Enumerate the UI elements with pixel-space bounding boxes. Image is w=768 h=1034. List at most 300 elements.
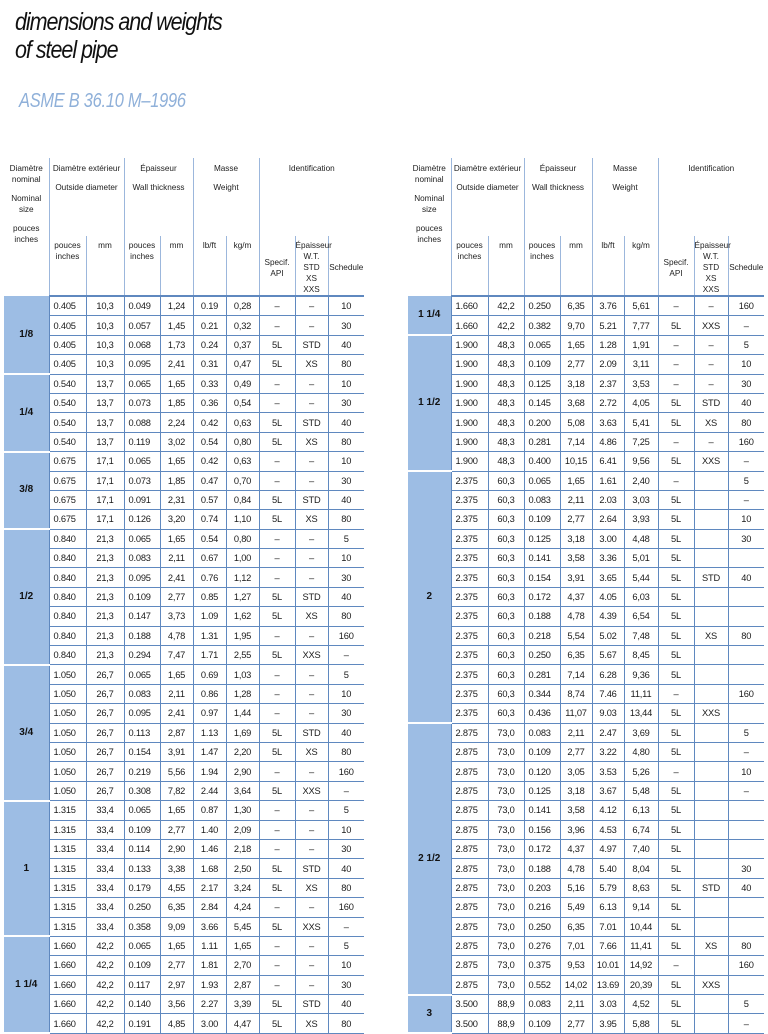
weight-kgm-cell: 3,69: [624, 723, 658, 742]
schedule-cell: 10: [728, 510, 764, 529]
weight-kgm-cell: 9,56: [624, 452, 658, 471]
weight-kgm-cell: 4,48: [624, 529, 658, 548]
weight-lbft-cell: 1.93: [193, 975, 226, 994]
wall-thickness-header: [524, 158, 592, 236]
header-text: Nominal: [414, 194, 445, 203]
weight-lbft-cell: 0.21: [193, 316, 226, 335]
table-row: [4, 820, 364, 839]
weight-kgm-cell: 8,04: [624, 859, 658, 878]
weight-lbft-cell: 1.46: [193, 839, 226, 858]
spec-api-cell: –: [658, 355, 694, 374]
od-inches-cell: 2.875: [451, 781, 488, 800]
weight-lbft-cell: 4.05: [592, 587, 624, 606]
table-row: [4, 975, 364, 994]
od-inches-cell: 2.375: [451, 607, 488, 626]
schedule-cell: 40: [728, 393, 764, 412]
schedule-cell: 80: [328, 742, 364, 761]
od-inches-cell: 1.315: [49, 898, 86, 917]
wall-mm-cell: 9,53: [560, 956, 592, 975]
nominal-size-cell: 2 1/2: [408, 723, 451, 994]
wall-inches-cell: 0.250: [524, 296, 560, 316]
weight-kgm-cell: 7,77: [624, 316, 658, 335]
weight-lbft-cell: 3.65: [592, 568, 624, 587]
od-mm-cell: 13,7: [86, 432, 124, 451]
table-row: [408, 452, 764, 471]
od-inches-cell: 1.900: [451, 335, 488, 354]
weight-kgm-cell: 0,54: [226, 393, 259, 412]
schedule-cell: –: [728, 452, 764, 471]
od-mm-cell: 60,3: [488, 490, 524, 509]
weight-kgm-cell: 2,09: [226, 820, 259, 839]
wall-thickness-header: [124, 158, 193, 236]
od-mm-cell: 33,4: [86, 898, 124, 917]
wall-inches-cell: 0.281: [524, 665, 560, 684]
od-mm-cell: 48,3: [488, 374, 524, 393]
wall-class-cell: STD: [295, 587, 328, 606]
table-row: [4, 355, 364, 374]
od-inches-cell: 1.050: [49, 684, 86, 703]
wall-class-cell: [694, 820, 728, 839]
od-mm-cell: 42,2: [86, 956, 124, 975]
wall-inches-cell: 0.188: [524, 607, 560, 626]
table-row: [408, 781, 764, 800]
nominal-size-cell: 3/4: [4, 665, 49, 801]
weight-kgm-cell: 1,91: [624, 335, 658, 354]
schedule-cell: 5: [328, 936, 364, 955]
weight-kgm-cell: 11,11: [624, 684, 658, 703]
od-inches-cell: 2.875: [451, 723, 488, 742]
wall-class-cell: –: [694, 374, 728, 393]
wall-class-cell: –: [295, 684, 328, 703]
wall-inches-cell: 0.065: [524, 335, 560, 354]
wall-inches-cell: 0.382: [524, 316, 560, 335]
spec-api-cell: 5L: [658, 490, 694, 509]
table-row: [408, 510, 764, 529]
wall-class-cell: STD: [295, 995, 328, 1014]
wall-class-cell: XS: [295, 510, 328, 529]
schedule-cell: [728, 704, 764, 723]
header-text: Épaisseur: [694, 241, 731, 250]
schedule-cell: 40: [328, 859, 364, 878]
table-row: [408, 762, 764, 781]
wall-class-cell: –: [295, 316, 328, 335]
weight-lbft-cell: 2.27: [193, 995, 226, 1014]
wall-class-cell: [694, 529, 728, 548]
od-mm-cell: 48,3: [488, 355, 524, 374]
od-inches-cell: 1.660: [49, 995, 86, 1014]
table-row: [408, 646, 764, 665]
wall-inches-cell: 0.141: [524, 549, 560, 568]
wall-inches-cell: 0.117: [124, 975, 160, 994]
od-mm-cell: 26,7: [86, 704, 124, 723]
wall-inches-cell: 0.073: [124, 471, 160, 490]
spec-api-cell: 5L: [658, 665, 694, 684]
weight-lbft-cell: 3.67: [592, 781, 624, 800]
header-text: XS: [306, 274, 317, 283]
weight-lbft-cell: 7.01: [592, 917, 624, 936]
schedule-cell: 80: [728, 413, 764, 432]
wall-inches-cell: 0.294: [124, 646, 160, 665]
wall-inches-cell: 0.065: [124, 801, 160, 820]
od-mm-cell: 73,0: [488, 878, 524, 897]
wall-class-cell: XXS: [295, 646, 328, 665]
weight-kgm-cell: 3,03: [624, 490, 658, 509]
od-inches-cell: 2.375: [451, 665, 488, 684]
header-text: Masse: [612, 164, 638, 173]
table-row: [4, 917, 364, 936]
table-row: [408, 917, 764, 936]
od-inches-cell: 2.875: [451, 839, 488, 858]
wall-class-cell: XS: [295, 742, 328, 761]
wall-inches-cell: 0.358: [124, 917, 160, 936]
weight-lbft-cell: 5.40: [592, 859, 624, 878]
weight-lbft-cell: 4.97: [592, 839, 624, 858]
schedule-cell: 80: [328, 432, 364, 451]
spec-api-cell: –: [259, 898, 295, 917]
wall-mm-cell: 11,07: [560, 704, 592, 723]
wall-inches-cell: 0.083: [124, 684, 160, 703]
spec-api-cell: 5L: [658, 316, 694, 335]
weight-kgm-header: [624, 236, 658, 296]
wall-mm-cell: 1,24: [160, 296, 193, 316]
weight-lbft-cell: 6.41: [592, 452, 624, 471]
weight-lbft-cell: 0.47: [193, 471, 226, 490]
table-row: [408, 568, 764, 587]
weight-lbft-cell: 9.03: [592, 704, 624, 723]
wall-mm-cell: 3,91: [160, 742, 193, 761]
table-row: [408, 898, 764, 917]
spec-api-cell: –: [259, 626, 295, 645]
weight-lbft-cell: 0.74: [193, 510, 226, 529]
od-inches-cell: 3.500: [451, 1014, 488, 1033]
header-text: nominal: [11, 175, 41, 184]
wall-mm-cell: 3,96: [560, 820, 592, 839]
header-text: inches: [530, 252, 554, 261]
header-text: inches: [14, 235, 39, 244]
od-inches-cell: 1.315: [49, 801, 86, 820]
table-row: [408, 801, 764, 820]
schedule-cell: 40: [728, 568, 764, 587]
title-line-1: dimensions and weights: [15, 8, 222, 36]
weight-lbft-cell: 4.39: [592, 607, 624, 626]
table-row: [408, 936, 764, 955]
od-mm-cell: 33,4: [86, 839, 124, 858]
spec-api-cell: 5L: [658, 995, 694, 1014]
od-inches-cell: 1.900: [451, 393, 488, 412]
wall-mm-cell: 2,77: [160, 587, 193, 606]
wall-inches-cell: 0.065: [124, 665, 160, 684]
od-mm-cell: 73,0: [488, 898, 524, 917]
header-text: Weight: [213, 183, 239, 192]
spec-api-cell: –: [658, 762, 694, 781]
wall-inches-cell: 0.065: [124, 936, 160, 955]
od-mm-cell: 60,3: [488, 587, 524, 606]
wall-mm-cell: 1,73: [160, 335, 193, 354]
spec-api-cell: 5L: [658, 510, 694, 529]
weight-lbft-cell: 0.42: [193, 452, 226, 471]
od-mm-cell: 33,4: [86, 878, 124, 897]
outside-diameter-header: [451, 158, 524, 236]
wall-mm-cell: 2,87: [160, 723, 193, 742]
weight-kgm-cell: 1,10: [226, 510, 259, 529]
od-inches-cell: 1.315: [49, 839, 86, 858]
od-mm-cell: 73,0: [488, 781, 524, 800]
weight-kgm-cell: 0,84: [226, 490, 259, 509]
schedule-cell: 30: [328, 568, 364, 587]
od-inches-cell: 2.875: [451, 859, 488, 878]
header-text: pouces: [528, 241, 556, 250]
table-row: [408, 995, 764, 1014]
weight-kgm-cell: 2,20: [226, 742, 259, 761]
wall-inches-cell: 0.191: [124, 1014, 160, 1033]
pipe-table-right: [408, 158, 764, 1034]
od-inches-cell: 2.875: [451, 898, 488, 917]
od-inches-cell: 0.540: [49, 374, 86, 393]
header-text: Diamètre extérieur: [453, 164, 522, 173]
weight-kgm-cell: 1,03: [226, 665, 259, 684]
weight-lbft-cell: 0.36: [193, 393, 226, 412]
outside-inches-header: [49, 236, 86, 296]
wall-class-cell: STD: [295, 413, 328, 432]
wall-mm-cell: 1,45: [160, 316, 193, 335]
wall-class-cell: [694, 587, 728, 606]
weight-lbft-cell: 5.67: [592, 646, 624, 665]
table-row: [4, 723, 364, 742]
wall-class-cell: STD: [694, 878, 728, 897]
wall-mm-cell: 10,15: [560, 452, 592, 471]
od-inches-cell: 1.660: [451, 296, 488, 316]
wall-inches-cell: 0.109: [524, 355, 560, 374]
od-mm-cell: 73,0: [488, 723, 524, 742]
header-row-units: [4, 236, 364, 296]
schedule-cell: 80: [728, 626, 764, 645]
weight-lbft-cell: 1.40: [193, 820, 226, 839]
weight-lbft-cell: 0.69: [193, 665, 226, 684]
od-inches-cell: 0.540: [49, 413, 86, 432]
od-inches-cell: 1.050: [49, 723, 86, 742]
schedule-cell: 80: [328, 510, 364, 529]
od-inches-cell: 2.875: [451, 742, 488, 761]
wall-mm-cell: 2,41: [160, 355, 193, 374]
table-row: [4, 684, 364, 703]
table-row: [4, 956, 364, 975]
od-mm-cell: 21,3: [86, 587, 124, 606]
schedule-cell: [728, 646, 764, 665]
document-title: [15, 8, 222, 64]
weight-kgm-cell: 2,40: [624, 471, 658, 490]
spec-api-cell: 5L: [658, 723, 694, 742]
schedule-cell: [728, 549, 764, 568]
spec-api-cell: 5L: [259, 781, 295, 800]
schedule-cell: 5: [328, 529, 364, 548]
wall-class-header: [694, 236, 731, 296]
wall-mm-cell: 2,11: [560, 490, 592, 509]
wall-mm-cell: 3,58: [560, 801, 592, 820]
weight-lbft-cell: 2.03: [592, 490, 624, 509]
od-inches-cell: 2.375: [451, 587, 488, 606]
wall-inches-cell: 0.083: [124, 549, 160, 568]
wall-inches-cell: 0.179: [124, 878, 160, 897]
table-row: [4, 607, 364, 626]
table-row: [4, 296, 364, 316]
header-text: XS: [705, 274, 717, 283]
schedule-cell: 40: [328, 587, 364, 606]
weight-kgm-cell: 20,39: [624, 975, 658, 994]
od-mm-cell: 17,1: [86, 471, 124, 490]
schedule-cell: 30: [328, 704, 364, 723]
wall-mm-cell: 1,65: [560, 335, 592, 354]
weight-lbft-cell: 0.54: [193, 432, 226, 451]
weight-kgm-cell: 6,54: [624, 607, 658, 626]
wall-class-cell: XXS: [694, 704, 728, 723]
od-mm-cell: 73,0: [488, 956, 524, 975]
wall-mm-cell: 4,37: [560, 587, 592, 606]
wall-inches-cell: 0.133: [124, 859, 160, 878]
schedule-cell: 40: [328, 723, 364, 742]
weight-kgm-cell: 1,65: [226, 936, 259, 955]
table-row: [408, 665, 764, 684]
schedule-cell: 160: [328, 762, 364, 781]
schedule-cell: [728, 839, 764, 858]
weight-kgm-cell: 2,87: [226, 975, 259, 994]
wall-inches-header: [524, 236, 560, 296]
header-text: Wall thickness: [531, 183, 585, 192]
header-text: inches: [417, 235, 442, 244]
wall-inches-cell: 0.552: [524, 975, 560, 994]
weight-lbft-cell: 0.31: [193, 355, 226, 374]
wall-inches-cell: 0.281: [524, 432, 560, 451]
weight-lbft-cell: 1.81: [193, 956, 226, 975]
wall-mm-cell: 2,77: [560, 510, 592, 529]
header-text: API: [270, 268, 284, 278]
weight-lbft-cell: 3.36: [592, 549, 624, 568]
wall-inches-cell: 0.114: [124, 839, 160, 858]
header-text: mm: [98, 241, 112, 250]
spec-api-cell: –: [259, 568, 295, 587]
wall-mm-cell: 2,24: [160, 413, 193, 432]
weight-lbft-cell: 0.33: [193, 374, 226, 393]
schedule-cell: [728, 587, 764, 606]
weight-kgm-cell: 7,25: [624, 432, 658, 451]
schedule-cell: [728, 917, 764, 936]
wall-inches-cell: 0.218: [524, 626, 560, 645]
wall-class-cell: STD: [295, 859, 328, 878]
wall-mm-cell: 1,65: [160, 452, 193, 471]
wall-mm-cell: 2,77: [160, 820, 193, 839]
od-inches-cell: 0.540: [49, 432, 86, 451]
wall-mm-cell: 5,49: [560, 898, 592, 917]
od-inches-cell: 1.900: [451, 413, 488, 432]
weight-kgm-cell: 4,47: [226, 1014, 259, 1033]
od-inches-cell: 1.315: [49, 878, 86, 897]
od-mm-cell: 10,3: [86, 296, 124, 316]
spec-api-cell: –: [259, 316, 295, 335]
spec-api-cell: –: [259, 839, 295, 858]
schedule-cell: 10: [328, 549, 364, 568]
weight-lbft-cell: 1.09: [193, 607, 226, 626]
od-inches-cell: 0.675: [49, 510, 86, 529]
wall-class-cell: –: [295, 568, 328, 587]
od-inches-cell: 0.840: [49, 587, 86, 606]
spec-api-cell: 5L: [658, 859, 694, 878]
spec-api-cell: 5L: [658, 587, 694, 606]
weight-kgm-cell: 2,55: [226, 646, 259, 665]
wall-mm-cell: 7,82: [160, 781, 193, 800]
wall-inches-cell: 0.095: [124, 704, 160, 723]
table-row: [4, 646, 364, 665]
weight-lbft-cell: 4.53: [592, 820, 624, 839]
od-mm-cell: 42,2: [488, 296, 524, 316]
table-row: [408, 374, 764, 393]
wall-class-cell: –: [295, 471, 328, 490]
table-row: [4, 529, 364, 548]
spec-api-cell: –: [259, 374, 295, 393]
wall-inches-cell: 0.065: [124, 374, 160, 393]
schedule-cell: 160: [328, 898, 364, 917]
header-text: pouces: [416, 224, 443, 233]
weight-lbft-cell: 4.12: [592, 801, 624, 820]
nominal-size-cell: 1: [4, 801, 49, 937]
wall-mm-cell: 2,11: [560, 995, 592, 1014]
spec-api-header: [259, 236, 295, 296]
weight-lbft-cell: 6.13: [592, 898, 624, 917]
wall-inches-cell: 0.156: [524, 820, 560, 839]
table-row: [4, 742, 364, 761]
table-row: [4, 316, 364, 335]
od-mm-cell: 73,0: [488, 820, 524, 839]
header-text: pouces: [456, 241, 483, 250]
schedule-cell: 5: [328, 801, 364, 820]
table-row: [4, 393, 364, 412]
header-text: Specif.: [663, 257, 689, 267]
spec-api-cell: 5L: [658, 1014, 694, 1033]
od-inches-cell: 1.660: [49, 956, 86, 975]
wall-mm-cell: 1,85: [160, 471, 193, 490]
od-inches-cell: 2.875: [451, 820, 488, 839]
od-inches-cell: 1.050: [49, 742, 86, 761]
schedule-cell: [728, 665, 764, 684]
header-text: mm: [569, 241, 583, 250]
weight-lbft-cell: 1.61: [592, 471, 624, 490]
spec-api-cell: –: [259, 529, 295, 548]
wall-inches-cell: 0.068: [124, 335, 160, 354]
weight-lbft-cell: 13.69: [592, 975, 624, 994]
header-text: inches: [130, 252, 154, 261]
wall-class-cell: –: [295, 374, 328, 393]
table-row: [4, 878, 364, 897]
wall-class-cell: XS: [295, 1014, 328, 1033]
schedule-cell: 40: [328, 995, 364, 1014]
nominal-size-cell: 3: [408, 995, 451, 1034]
wall-mm-cell: 4,78: [160, 626, 193, 645]
schedule-cell: 160: [328, 626, 364, 645]
od-mm-cell: 26,7: [86, 665, 124, 684]
od-mm-cell: 48,3: [488, 393, 524, 412]
table-header: [4, 158, 364, 296]
header-text: STD: [303, 263, 320, 272]
wall-inches-cell: 0.216: [524, 898, 560, 917]
nominal-size-cell: 1/8: [4, 296, 49, 374]
table-row: [4, 335, 364, 354]
wall-mm-cell: 2,77: [560, 1014, 592, 1033]
header-row-units: [408, 236, 764, 296]
schedule-cell: 30: [728, 529, 764, 548]
weight-kgm-cell: 0,63: [226, 452, 259, 471]
od-inches-cell: 0.405: [49, 335, 86, 354]
weight-lbft-cell: 6.28: [592, 665, 624, 684]
od-mm-cell: 13,7: [86, 413, 124, 432]
weight-kgm-cell: 5,41: [624, 413, 658, 432]
